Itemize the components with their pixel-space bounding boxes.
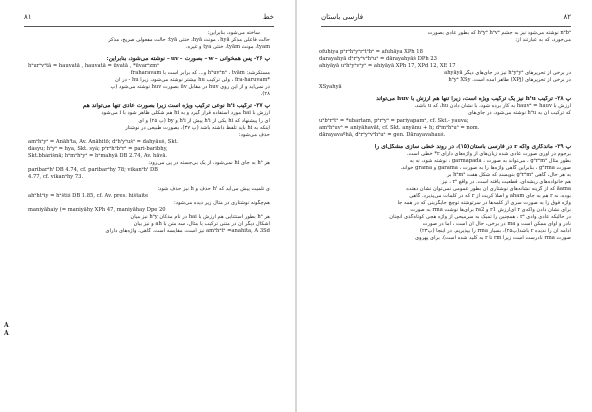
text-line: āama که از گزینه نشانه‌های نوشتاری آن بطور عمومی نمی‌توان نشان دهنده (406, 185, 571, 192)
text-line: amᵃhᵃuvᵃ = aniyāhavāt, cf. Skt. anyānu + h; dᵃmᵃhᵃuᵃ = nom. (319, 124, 480, 131)
text-line: در برخی از تحریرهای (XPj) طاهر آمده است. hᵃyᵃ XSy (448, 77, 571, 84)
text-line: می‌خورد، که به عبارتند از: (515, 37, 571, 44)
text-line: tyam، مونث tyām، خنثی tya و غیره. (185, 44, 270, 51)
margin-mark: A (4, 322, 9, 329)
text-line: ۲۸). (260, 91, 270, 98)
text-line: Skt.bhárišnā; hᵃmᵃhᵃyᵃ = hᵃmahyā DB 2.74, Av. hāvā. (28, 152, 168, 159)
text-line: مستکرشد: hᵃuvᵃnᵃ ، tvām و... که برابر است با fraharavam (130, 70, 270, 77)
text-line: هر hᵃ به جای hi نمی‌شود، از یک بی‌جسته در پی می‌رود: (148, 159, 270, 166)
text-line: 4.77, cf. vikanᵃhy 73. (28, 173, 84, 180)
text-line: صورت gᵃrma ، بنابراین گاهی واژه‌ها را به صورت ، garama و grama خواند. (400, 164, 571, 171)
text-line: ادامه آن را ندیده r باشد(پ۲۵)، بسیار rma را بپذیریم. در اینجا (پ۲۳) (419, 228, 571, 235)
text-line: در برخی از تحریرهای hᵃyᵃyᵃ نیز در جای‌های دیگر ahyāyā (444, 70, 571, 77)
text-line: dārayavaºhā, dᵃrᵃyᵃvᵃhᵃuᵃ = gen. Dārayavahauš. (319, 131, 446, 138)
left-page-running-title: خط (263, 13, 274, 21)
text-line: اشکال دیگر آن در متنی ترکیب با مثال، سه متن با ah و نیز بیان (133, 221, 270, 228)
text-line: ساخته می‌شود، بنابراین: (207, 30, 260, 36)
text-line: nᵃbᵃ نوشته می‌شود نیز به جشم hᵃyᵃ hᵃvᵃ که بطور عادی بصورت (427, 30, 571, 36)
right-page (297, 0, 592, 412)
left-page-body (28, 30, 270, 235)
text-line: هم‌چگونه نوشتاری در مثال زیر دیده می‌شود: (174, 200, 270, 207)
text-line: amᵃhᵃtᵃ =anahita, A 3Sd نیز است، مقایسه است. گاهی، واژه‌های دارای (105, 228, 270, 235)
text-line: ای را پیشنهاد که hi یکی از hᴵi پیش از hᴵi و by (پ ۲۵) و ای (138, 117, 270, 124)
text-line: هم خانواده‌های ریشه‌ای، قطعیت یافته است. در واقع rᵃ ، نیز (441, 178, 571, 185)
right-page-header (321, 10, 571, 24)
section-heading-line: پ ۲۸- ترکیب hᴵu نیز یک ترکیب ویژه است، زیرا تنها هم ارزش با huv می‌تواند (376, 96, 571, 103)
text-line: برجوم در آوری صورت عادی شده زیان‌های از واژه‌های دارای r* خطی است. (406, 150, 571, 157)
text-line: در حالیکه عادی وادی rᵃ ، همچنین را تمیک به سرمیحی از واژه هجی کوتاه‌گذی آنچنان (389, 214, 571, 221)
text-line: ahiyāyā uᵃhᵃyᵃvᵃyᵃ = ahiyāyā XPh 17, XPd 12, XE 17 (319, 63, 456, 70)
text-line: برای نشان دادن واکه‌ی r ای‌ارزش r1 و ra2 برای‌ها نوشت rma به صورت (410, 207, 571, 214)
text-line: بوده، نه r هم به جای aham و اصلاً کریت از r که در کلمات می‌پذیرد. گاهی (409, 192, 571, 199)
text-line: حذف می‌شود: (238, 131, 270, 138)
section-heading-line: پ ۲۷- ترکیب hᴵi نوعی ترکیب ویژه است زیرا بصورت عادی تنها می‌تواند هم (82, 103, 270, 110)
text-line: *fra-haruvam ، ولی ترکیب hu بیشتر نوشته می‌شود، زیرا ‌hu - در آن (115, 77, 270, 84)
text-line: ahᵃhtᵃiy = hᵃštiš DB 1.85, cf. Av. pres. hištaite (28, 192, 149, 199)
text-line: hᵃurᵃvᵃtā = hauvatā , hauvatā = ūvatā , *ūvarᵃzmᵃ (28, 63, 160, 70)
left-page-header (24, 10, 274, 24)
text-line: uᵃbᵃrᵃtᵃ = *ubartam, pᵃrᵃyᵃ = pariyapamᵃ, cf. Skt.- yauva; (319, 117, 469, 124)
text-line: ارزش با hauvᵃ = hauv به کار برده شود، با نشان دادن hu، که u باشد، (414, 103, 571, 110)
right-page-number: ۸۲ (563, 13, 571, 21)
text-line: ی تلمیت پیش می‌آید که hᴵ حذف و h نیز حذف شود: (157, 185, 270, 192)
text-line: XSyahyā (319, 84, 342, 91)
header-rule (321, 26, 571, 27)
text-line: ارزش با hai مورد استفاده قرار گیرد و به hi هم شکلی ظاهر شود با i می‌شود (101, 110, 270, 117)
section-heading-line: پ ۲۶- پس همخوانی – w – بصورت – ūv – نوشته می‌شود، بنابراین: (106, 56, 270, 63)
text-line: به هر حال، گاهی ‌gᵃrᵃmᵃ بنویسند که شکل هفت hᵃmᵃ بر (447, 171, 571, 178)
text-line: در نمی‌آید و از این روی huv در مقابل ūv بصورت huv نوشته می‌شود (پ (110, 84, 270, 91)
text-line: maniyāhaiy (= maniyāhy XPh 47, maniyāhay Dpe 20 (28, 207, 166, 214)
text-line: amᵃhᵃyᵃ = Anāhᴵta, Av. Anāhitō; dᵃhᴵyᵃušᵃ = dahyāuš, Skt. (28, 138, 179, 145)
text-line: واژه فوق را به صورت سری از کلمه‌ها در سرتوشته توچچ جایگزینی که در همه جا (397, 200, 571, 207)
margin-mark: A (4, 330, 9, 337)
text-line: dásyu; hᵃyᵃ = hya, Skt. syá; pᵃrᵃhᵃbᵃrᵃ = pari-baribhy, (28, 145, 168, 152)
left-page-number: ۸۱ (24, 13, 32, 21)
text-line: هر hᵃ بطور استثنایی هم ارزش با hai در نام مذکان hᵃy نیز میان (130, 214, 270, 221)
text-line: اینکه به hi باید تلفظ داشته باشد (پ ۳۷)، بصورت طبیعی در نوشتار (125, 124, 270, 131)
text-line: که ترکیب آن به hᵃu نوشته می‌شود، در جای‌های (467, 110, 571, 117)
text-line: darayahyā dᵃrᵃyᵃvᵃhᵃuᵃ = dārayahyāš DPh 23 (319, 56, 437, 63)
left-page (0, 0, 295, 412)
section-heading-line: پ ۲۹- ماندگاری واکه r در فارسی باستان(۱۵)، در روند خطی سازی مشکل‌ای را (374, 143, 571, 150)
text-line: صورت rma نادرست است زیرا rm تا r به کلید شده است). برای پهروی (415, 235, 571, 242)
right-page-body (319, 30, 571, 242)
text-line: ofuhiya pᵃrᵃhᵃyᵃrᵃtᵃbᵃ = afuhāya XPh 18 (319, 49, 423, 56)
text-line: بطور مثال gᵃrᵃmᵃ ، می‌تواند به صورت ، garmapada ، نوشته شود، نه به (409, 157, 571, 164)
text-line: paribarᵃhᴵ DB 4.74, cf. paribarᵃhy 78; vikanᵃhᴵ DB (28, 166, 158, 173)
header-rule (24, 26, 274, 27)
right-page-running-title: فارسی باستان (321, 13, 364, 21)
text-line: حالت فاعلی مذکر hyā ، مونث hyā، خنثی tyā؛ حالت مفعولی صریح، مذکر (108, 37, 270, 44)
text-line: نادر و آوای ممکن است و ma در برخی، حال آن است ، اما در صورت (422, 221, 571, 228)
